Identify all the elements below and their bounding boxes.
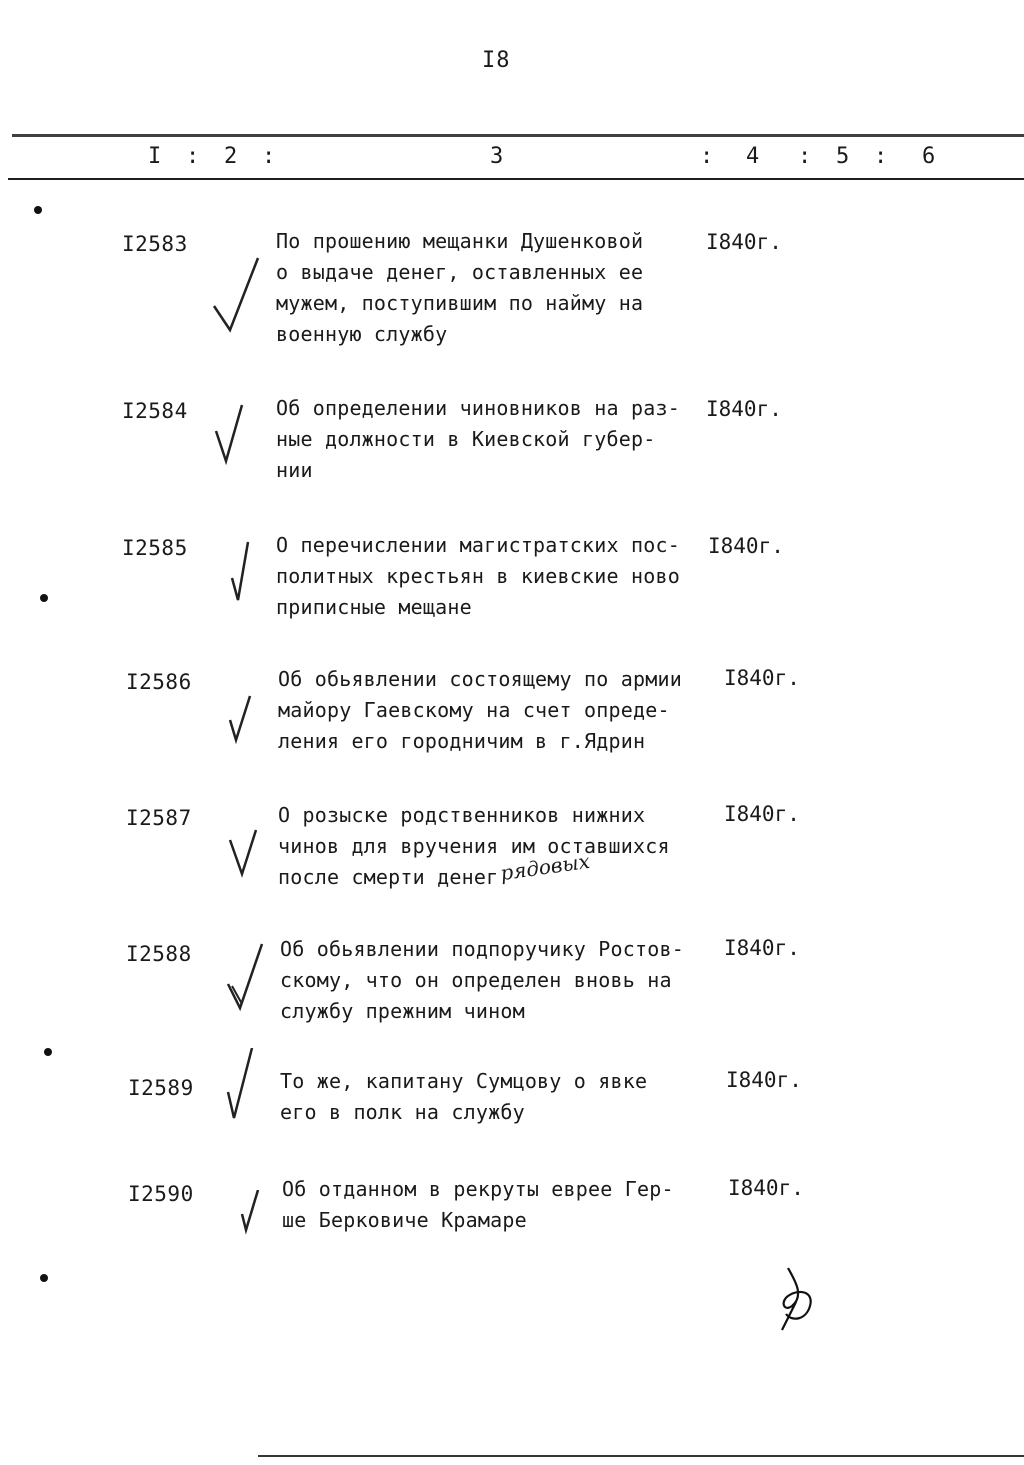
- checkmark-icon: [222, 1048, 282, 1128]
- column-header-5: 5: [836, 144, 850, 169]
- record-year: I840г.: [706, 397, 782, 421]
- page-bottom-rule: [258, 1455, 1024, 1457]
- record-title: О розыске родственников нижних чинов для вручения им оставшихся после смерти денег: [278, 803, 670, 889]
- margin-mark: [40, 594, 48, 602]
- record-row: [0, 530, 1024, 660]
- column-header-3: 3: [490, 144, 504, 169]
- record-row: [0, 934, 1024, 1064]
- column-separator: :: [874, 144, 888, 169]
- record-row: [0, 664, 1024, 794]
- column-separator: :: [262, 144, 276, 169]
- margin-mark: [40, 1274, 48, 1282]
- column-header-2: 2: [224, 144, 238, 169]
- checkmark-icon: [222, 692, 282, 772]
- checkmark-icon: [210, 254, 270, 334]
- header-top-rule: [12, 134, 1024, 137]
- column-separator: :: [186, 144, 200, 169]
- record-year: I840г.: [728, 1176, 804, 1200]
- signature-mark: [770, 1262, 830, 1332]
- record-title: Об определении чиновников на раз- ные должности в Киевской губер- нии: [276, 396, 680, 482]
- record-year: I840г.: [726, 1068, 802, 1092]
- record-year: I840г.: [706, 230, 782, 254]
- checkmark-icon: [222, 942, 282, 1022]
- record-year: I840г.: [708, 534, 784, 558]
- record-title: О перечислении магистратских пос- политных крестьян в киевские ново приписные мещане: [276, 533, 680, 619]
- record-title: Об обьявлении состоящему по армии майору Гаевскому на счет опреде- ления его городничим в г.Ядрин: [278, 667, 682, 753]
- record-year: I840г.: [724, 802, 800, 826]
- margin-mark: [34, 206, 42, 214]
- checkmark-icon: [222, 826, 282, 906]
- record-number: I2587: [126, 806, 192, 830]
- record-row: [0, 226, 1024, 356]
- record-number: I2584: [122, 399, 188, 423]
- column-header-6: 6: [922, 144, 936, 169]
- header-bottom-rule: [8, 178, 1024, 180]
- record-number: I2590: [128, 1182, 194, 1206]
- record-title: По прошению мещанки Душенковой о выдаче денег, оставленных ее мужем, поступившим по найму на военную службу: [276, 229, 644, 346]
- record-number: I2586: [126, 670, 192, 694]
- record-row: [0, 393, 1024, 523]
- column-separator: :: [700, 144, 714, 169]
- record-number: I2583: [122, 232, 188, 256]
- record-number: I2585: [122, 536, 188, 560]
- column-header-1: I: [148, 144, 162, 169]
- margin-mark: [44, 1048, 52, 1056]
- page-number: I8: [482, 48, 511, 73]
- record-number: I2588: [126, 942, 192, 966]
- column-header-4: 4: [746, 144, 760, 169]
- checkmark-icon: [222, 538, 282, 618]
- handwritten-annotation: рядовых: [498, 848, 592, 886]
- column-separator: :: [798, 144, 812, 169]
- record-row: [0, 1174, 1024, 1304]
- checkmark-icon: [210, 401, 270, 481]
- record-title: То же, капитану Сумцову о явке его в полк на службу: [280, 1069, 648, 1124]
- record-year: I840г.: [724, 666, 800, 690]
- record-title: Об отданном в рекруты еврее Гер- ше Берковиче Крамаре: [282, 1177, 674, 1232]
- record-title: Об обьявлении подпоручику Ростов- скому, что он определен вновь на службу прежним чином: [280, 937, 684, 1023]
- record-number: I2589: [128, 1076, 194, 1100]
- record-year: I840г.: [724, 936, 800, 960]
